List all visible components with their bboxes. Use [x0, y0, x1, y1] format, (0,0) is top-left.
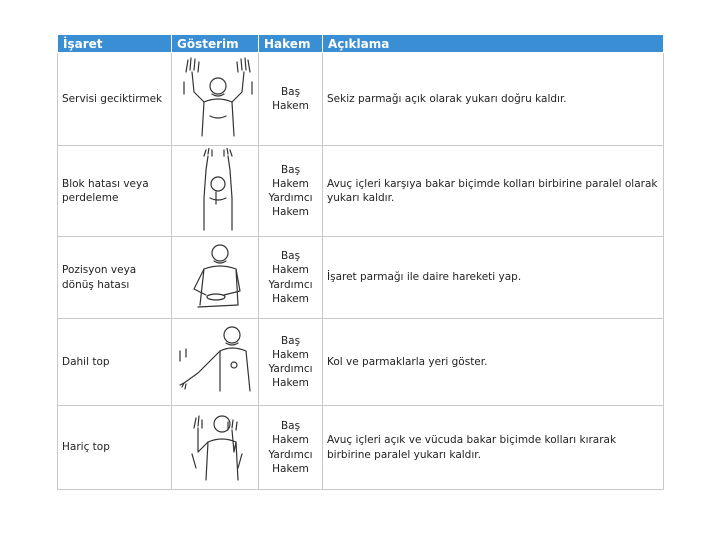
signal-description: Sekiz parmağı açık olarak yukarı doğru kaldır.: [323, 53, 664, 146]
two-hands-raised-fingers-spread-figure-icon: [176, 56, 260, 142]
header-demonstration: Gösterim: [172, 35, 259, 53]
signal-name: Servisi geciktirmek: [58, 53, 172, 146]
signal-figure-cell: [172, 237, 259, 319]
referee-line: Baş Hakem: [272, 250, 309, 277]
signal-name: Pozisyon veya dönüş hatası: [58, 237, 172, 319]
signal-figure-cell: [172, 406, 259, 490]
table-row: [58, 146, 664, 237]
signal-name: Dahil top: [58, 319, 172, 406]
referee-line: Hakem: [272, 377, 309, 390]
referee-line: Hakem: [272, 462, 309, 475]
both-arms-raised-palms-forward-figure-icon: [176, 148, 260, 234]
referee-cell: [259, 319, 323, 406]
referee-cell: [259, 237, 323, 319]
referee-cell: [259, 146, 323, 237]
referee-line: Baş Hakem: [272, 163, 309, 190]
referee-line: Hakem: [272, 206, 309, 219]
header-description: Açıklama: [323, 35, 664, 53]
referee-line: Yardımcı: [268, 192, 313, 204]
forearms-raised-palms-inward-figure-icon: [176, 408, 260, 488]
header-signal: İşaret: [58, 35, 172, 53]
referee-line: Hakem: [272, 292, 309, 305]
table-row: [58, 406, 664, 490]
referee-line: Yardımcı: [268, 448, 313, 461]
signal-description: Kol ve parmaklarla yeri göster.: [323, 319, 664, 406]
signal-figure-cell: [172, 319, 259, 406]
signal-name: Blok hatası veya perdeleme: [58, 146, 172, 237]
table-row: [58, 237, 664, 319]
referee-cell: [259, 53, 323, 146]
table-header-row: [58, 35, 664, 53]
referee-line: Baş Hakem: [272, 420, 309, 447]
signal-description: İşaret parmağı ile daire hareketi yap.: [323, 237, 664, 319]
signal-figure-cell: [172, 146, 259, 237]
referee-line: Baş Hakem: [272, 334, 309, 361]
signal-description: Avuç içleri karşıya bakar biçimde kolları birbirine paralel olarak yukarı kaldır.: [323, 146, 664, 237]
referee-cell: [259, 406, 323, 490]
table-row: [58, 319, 664, 406]
signal-name: Hariç top: [58, 406, 172, 490]
referee-line: Yardımcı: [268, 363, 313, 375]
referee-line: Yardımcı: [268, 278, 313, 291]
finger-circle-motion-figure-icon: [176, 239, 260, 317]
header-referee: Hakem: [259, 35, 323, 53]
signal-description: Avuç içleri açık ve vücuda bakar biçimde kolları kırarak birbirine paralel yukarı kaldır.: [323, 406, 664, 490]
referee-line: Baş Hakem: [272, 85, 309, 112]
signal-figure-cell: [172, 53, 259, 146]
referee-signals-table: [57, 34, 664, 490]
arm-pointing-down-to-floor-figure-icon: [176, 321, 260, 403]
table-row: [58, 53, 664, 146]
